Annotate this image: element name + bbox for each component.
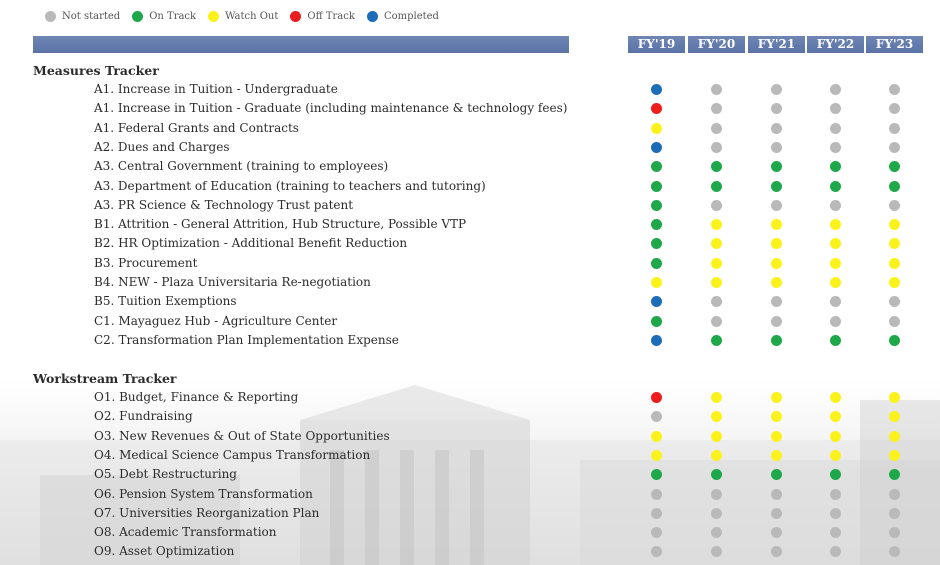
row-label: A3. Central Government (training to employees): [94, 159, 389, 174]
status-dot-not-started: [889, 316, 900, 327]
status-dot-watch-out: [889, 219, 900, 230]
status-dot-not-started: [771, 316, 782, 327]
status-dot-watch-out: [830, 431, 841, 442]
status-dot-not-started: [711, 316, 722, 327]
legend-item-not-started: [45, 11, 120, 22]
tracker-row: [0, 331, 940, 350]
row-label: A2. Dues and Charges: [94, 139, 230, 154]
legend-item-completed: [367, 11, 439, 22]
row-label: O6. Pension System Transformation: [94, 486, 313, 501]
status-dot-not-started: [771, 142, 782, 153]
status-dot-not-started: [830, 508, 841, 519]
status-dot-watch-out: [771, 411, 782, 422]
legend-label: Off Track: [307, 10, 355, 22]
status-dot-not-started: [830, 527, 841, 538]
status-dot-watch-out: [889, 450, 900, 461]
status-dot-not-started: [711, 103, 722, 114]
section-title: Workstream Tracker: [33, 371, 177, 386]
status-dot-on-track: [711, 469, 722, 480]
status-dot-on-track: [830, 181, 841, 192]
status-dot-not-started: [711, 508, 722, 519]
legend-item-off-track: [290, 11, 355, 22]
column-header-fy23: FY'23: [866, 36, 923, 53]
status-dot-on-track: [711, 335, 722, 346]
column-header-fy22: FY'22: [807, 36, 864, 53]
legend-label: Completed: [383, 10, 439, 22]
status-dot-not-started: [830, 84, 841, 95]
status-dot-not-started: [711, 200, 722, 211]
status-dot-not-started: [889, 103, 900, 114]
row-label: O1. Budget, Finance & Reporting: [94, 390, 299, 404]
off-track-dot-icon: [290, 11, 301, 22]
status-dot-not-started: [889, 527, 900, 538]
status-dot-not-started: [830, 546, 841, 557]
status-dot-not-started: [711, 546, 722, 557]
status-dot-watch-out: [711, 431, 722, 442]
tracker-row: [0, 196, 940, 215]
status-dot-on-track: [651, 161, 662, 172]
status-dot-watch-out: [771, 238, 782, 249]
row-label: A3. Department of Education (training to teachers and tutoring): [94, 178, 486, 193]
status-dot-on-track: [889, 469, 900, 480]
row-label: C1. Mayaguez Hub - Agriculture Center: [94, 313, 338, 328]
row-label: A1. Federal Grants and Contracts: [94, 120, 299, 135]
status-dot-not-started: [711, 296, 722, 307]
tracker-row: [0, 542, 940, 561]
status-dot-not-started: [771, 200, 782, 211]
status-dot-watch-out: [830, 238, 841, 249]
status-dot-off-track: [651, 392, 662, 403]
column-header-fy19: FY'19: [628, 36, 685, 53]
status-dot-watch-out: [830, 450, 841, 461]
tracker-row: [0, 157, 940, 176]
status-dot-watch-out: [771, 431, 782, 442]
status-dot-not-started: [711, 489, 722, 500]
status-dot-watch-out: [830, 392, 841, 403]
status-dot-completed: [651, 84, 662, 95]
status-dot-watch-out: [651, 431, 662, 442]
status-dot-watch-out: [889, 258, 900, 269]
status-dot-not-started: [889, 84, 900, 95]
status-dot-completed: [651, 335, 662, 346]
status-dot-watch-out: [889, 238, 900, 249]
status-dot-not-started: [651, 527, 662, 538]
row-label: O2. Fundraising: [94, 409, 193, 424]
status-dot-watch-out: [711, 277, 722, 288]
tracker-row: [0, 446, 940, 465]
status-dot-watch-out: [889, 277, 900, 288]
row-label: O4. Medical Science Campus Transformation: [94, 447, 371, 462]
row-label: O3. New Revenues & Out of State Opportunities: [94, 428, 390, 443]
status-dot-not-started: [711, 142, 722, 153]
tracker-row: [0, 99, 940, 118]
tracker-row: [0, 465, 940, 484]
status-dot-not-started: [889, 489, 900, 500]
status-dot-not-started: [830, 103, 841, 114]
not-started-dot-icon: [45, 11, 56, 22]
status-dot-watch-out: [771, 277, 782, 288]
status-dot-on-track: [830, 335, 841, 346]
tracker-row: [0, 138, 940, 157]
row-label: B4. NEW - Plaza Universitaria Re-negotiation: [94, 275, 371, 289]
status-dot-watch-out: [771, 450, 782, 461]
status-dot-on-track: [830, 161, 841, 172]
tracker-row: [0, 523, 940, 542]
status-dot-not-started: [771, 84, 782, 95]
on-track-dot-icon: [132, 11, 143, 22]
status-dot-not-started: [651, 508, 662, 519]
column-header-fy20: FY'20: [688, 36, 745, 53]
status-dot-not-started: [889, 123, 900, 134]
status-dot-watch-out: [771, 258, 782, 269]
status-dot-watch-out: [830, 219, 841, 230]
row-label: B2. HR Optimization - Additional Benefit Reduction: [94, 236, 408, 251]
tracker-row: [0, 312, 940, 331]
watch-out-dot-icon: [208, 11, 219, 22]
legend-item-watch-out: [208, 11, 278, 22]
status-dot-watch-out: [830, 411, 841, 422]
status-dot-watch-out: [771, 219, 782, 230]
status-dot-not-started: [830, 200, 841, 211]
legend-label: Not started: [62, 10, 121, 22]
row-label: A1. Increase in Tuition - Undergraduate: [94, 82, 338, 96]
status-dot-watch-out: [830, 258, 841, 269]
row-label: B5. Tuition Exemptions: [94, 294, 237, 309]
row-label: A3. PR Science & Technology Trust patent: [94, 197, 354, 212]
status-dot-on-track: [651, 181, 662, 192]
legend-label: Watch Out: [225, 10, 279, 22]
status-dot-not-started: [830, 296, 841, 307]
status-dot-not-started: [830, 142, 841, 153]
status-dot-off-track: [651, 103, 662, 114]
status-dot-on-track: [651, 258, 662, 269]
column-header-fy21: FY'21: [748, 36, 805, 53]
tracker-row: [0, 292, 940, 311]
status-dot-not-started: [711, 84, 722, 95]
status-dot-not-started: [651, 411, 662, 422]
row-label: O7. Universities Reorganization Plan: [94, 505, 320, 520]
status-dot-completed: [651, 296, 662, 307]
status-dot-on-track: [771, 161, 782, 172]
status-dot-watch-out: [651, 450, 662, 461]
status-dot-not-started: [711, 123, 722, 134]
status-dot-not-started: [889, 296, 900, 307]
status-dot-on-track: [889, 161, 900, 172]
status-dot-on-track: [830, 469, 841, 480]
status-dot-on-track: [651, 200, 662, 211]
tracker-row: [0, 177, 940, 196]
status-dot-watch-out: [711, 411, 722, 422]
status-dot-not-started: [771, 296, 782, 307]
tracker-row: [0, 407, 940, 426]
row-label: B3. Procurement: [94, 255, 198, 270]
tracker-row: [0, 215, 940, 234]
status-dot-on-track: [651, 219, 662, 230]
status-dot-watch-out: [711, 258, 722, 269]
status-dot-not-started: [830, 123, 841, 134]
status-dot-watch-out: [771, 392, 782, 403]
status-dot-watch-out: [711, 219, 722, 230]
status-dot-watch-out: [830, 277, 841, 288]
status-dot-completed: [651, 142, 662, 153]
status-dot-on-track: [771, 335, 782, 346]
status-dot-not-started: [771, 546, 782, 557]
status-dot-on-track: [711, 181, 722, 192]
status-dot-not-started: [771, 123, 782, 134]
row-label: O8. Academic Transformation: [94, 525, 277, 540]
tracker-row: [0, 504, 940, 523]
status-legend: [45, 8, 451, 24]
status-dot-on-track: [651, 316, 662, 327]
status-dot-watch-out: [889, 392, 900, 403]
status-dot-watch-out: [889, 431, 900, 442]
row-label: O5. Debt Restructuring: [94, 467, 237, 482]
status-dot-watch-out: [711, 450, 722, 461]
status-dot-on-track: [651, 469, 662, 480]
section-title: Measures Tracker: [33, 63, 159, 78]
status-dot-not-started: [889, 546, 900, 557]
status-dot-not-started: [651, 546, 662, 557]
tracker-row: [0, 80, 940, 99]
tracker-row: [0, 119, 940, 138]
status-dot-watch-out: [651, 277, 662, 288]
status-dot-not-started: [889, 508, 900, 519]
legend-label: On Track: [149, 10, 197, 22]
status-dot-watch-out: [711, 392, 722, 403]
status-dot-on-track: [771, 469, 782, 480]
tracker-row: [0, 427, 940, 446]
row-label: B1. Attrition - General Attrition, Hub Structure, Possible VTP: [94, 217, 467, 232]
status-dot-not-started: [771, 527, 782, 538]
status-dot-not-started: [771, 103, 782, 114]
status-dot-on-track: [889, 181, 900, 192]
status-dot-on-track: [711, 161, 722, 172]
completed-dot-icon: [367, 11, 378, 22]
row-label: C2. Transformation Plan Implementation Expense: [94, 332, 399, 347]
status-dot-watch-out: [651, 123, 662, 134]
tracker-row: [0, 273, 940, 292]
status-dot-not-started: [889, 200, 900, 211]
tracker-row: [0, 234, 940, 253]
status-dot-on-track: [651, 238, 662, 249]
status-dot-on-track: [889, 335, 900, 346]
status-dot-not-started: [830, 316, 841, 327]
status-dot-not-started: [711, 527, 722, 538]
tracker-row: [0, 254, 940, 273]
status-dot-not-started: [771, 508, 782, 519]
status-dot-not-started: [889, 142, 900, 153]
status-dot-watch-out: [889, 411, 900, 422]
legend-item-on-track: [132, 11, 196, 22]
row-label: A1. Increase in Tuition - Graduate (including maintenance & technology fees): [94, 101, 568, 116]
tracker-row: [0, 388, 940, 407]
header-bar: [33, 36, 569, 53]
tracker-row: [0, 485, 940, 504]
status-dot-not-started: [771, 489, 782, 500]
status-dot-watch-out: [711, 238, 722, 249]
row-label: O9. Asset Optimization: [94, 544, 235, 559]
status-dot-not-started: [830, 489, 841, 500]
status-dot-on-track: [771, 181, 782, 192]
status-dot-not-started: [651, 489, 662, 500]
